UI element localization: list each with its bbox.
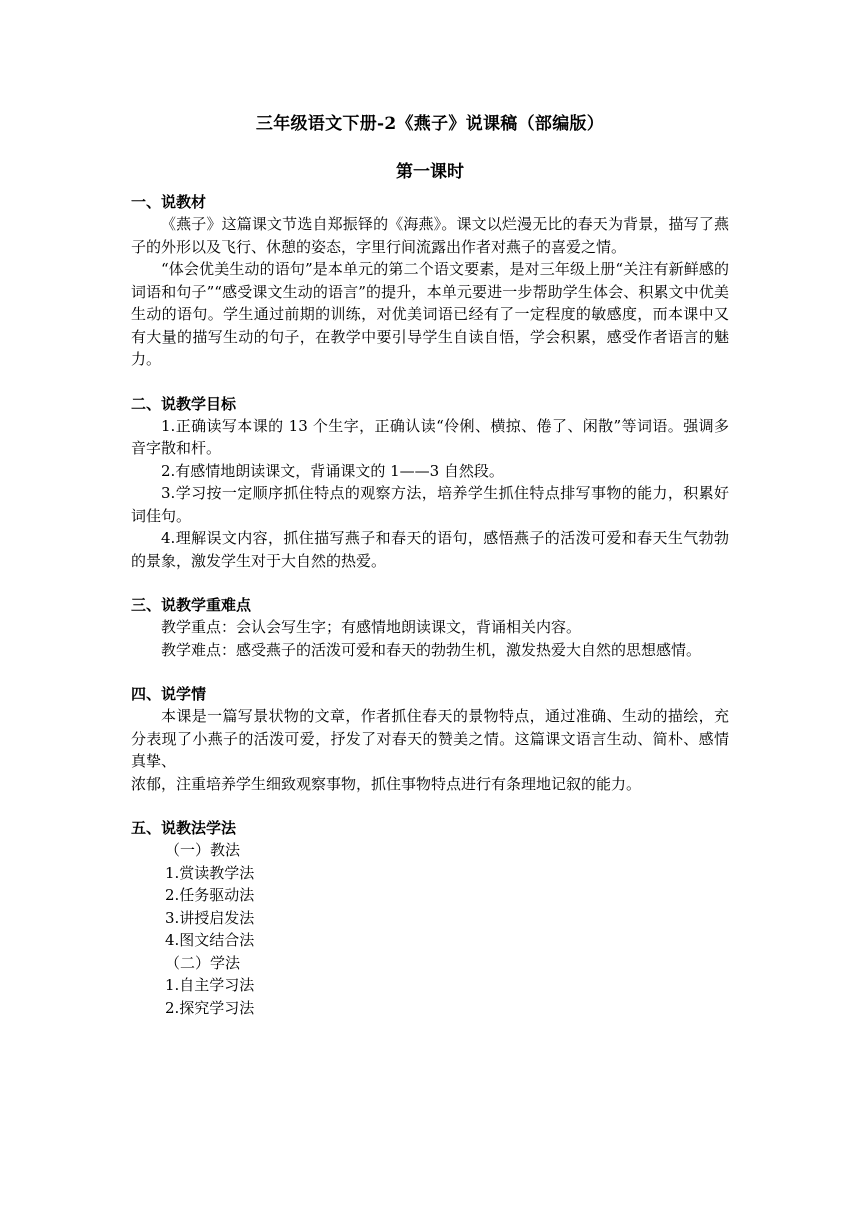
- section-methods: [131, 817, 729, 1019]
- list-item: 1.赏读教学法: [165, 863, 255, 882]
- document-title: 三年级语文下册-2《燕子》说课稿（部编版）: [255, 114, 605, 134]
- sub-heading-learning-method: （二）学法: [165, 953, 241, 972]
- section-student-analysis: [131, 683, 729, 795]
- list-item: 2.任务驱动法: [165, 886, 255, 904]
- section-key-difficulties: [131, 594, 729, 661]
- section-heading: 三、说教学重难点: [131, 596, 252, 614]
- list-item: 2.探究学习法: [165, 998, 255, 1017]
- list-item: 3.讲授启发法: [165, 908, 255, 927]
- paragraph: “体会优美生动的语句”是本单元的第二个语文要素，是对三年级上册“关注有新鲜感的词语和句子”“感受课文生动的语言”的提升，本单元要进一步帮助学生体会、积累文中优美生动的语句。学生通过前期的训练，对优美词语已经有了一定程度的敏感度，而本课中又有大量的描写生动的句子，在教学中要引导学生自读自悟，学会积累，感受作者语言的魅力。: [131, 260, 729, 368]
- document-subtitle: 第一课时: [396, 162, 464, 182]
- list-item: 1.自主学习法: [165, 976, 255, 994]
- paragraph: 教学重点：会认会写生字；有感情地朗读课文，背诵相关内容。: [161, 618, 582, 636]
- sub-heading-teaching-method: （一）教法: [165, 841, 241, 859]
- section-textbook: [131, 191, 729, 371]
- goal-item: 1.正确读写本课的 13 个生字，正确认读“伶俐、横掠、倦了、闲散”等词语。强调多音字散和杆。: [131, 416, 729, 457]
- goal-item: 2.有感情地朗读课文，背诵课文的 1——3 自然段。: [161, 461, 504, 480]
- paragraph: 《燕子》这篇课文节选自郑振铎的《海燕》。课文以烂漫无比的春天为背景，描写了燕子的外形以及飞行、休憩的姿态，字里行间流露出作者对燕子的喜爱之情。: [131, 215, 729, 256]
- goal-item: 4.理解误文内容，抓住描写燕子和春天的语句，感悟燕子的活泼可爱和春天生气勃勃的景象，激发学生对于大自然的热爱。: [131, 529, 729, 570]
- section-heading: 一、说教材: [131, 193, 207, 211]
- paragraph: 本课是一篇写景状物的文章，作者抓住春天的景物特点，通过准确、生动的描绘，充分表现了小燕子的活泼可爱，抒发了对春天的赞美之情。这篇课文语言生动、简朴、感情真挚、: [131, 707, 729, 770]
- paragraph-continuation: 浓郁，注重培养学生细致观察事物，抓住事物特点进行有条理地记叙的能力。: [131, 774, 642, 793]
- section-heading: 四、说学情: [131, 685, 207, 703]
- paragraph: 教学难点：感受燕子的活泼可爱和春天的勃勃生机，激发热爱大自然的思想感情。: [161, 640, 702, 659]
- document-page: [131, 110, 729, 1019]
- section-heading: 五、说教法学法: [131, 819, 237, 837]
- goal-item: 3.学习按一定顺序抓住特点的观察方法，培养学生抓住特点排写事物的能力，积累好词佳句。: [131, 484, 729, 525]
- section-heading: 二、说教学目标: [131, 394, 237, 413]
- section-teaching-goals: [131, 393, 729, 573]
- list-item: 4.图文结合法: [165, 931, 255, 949]
